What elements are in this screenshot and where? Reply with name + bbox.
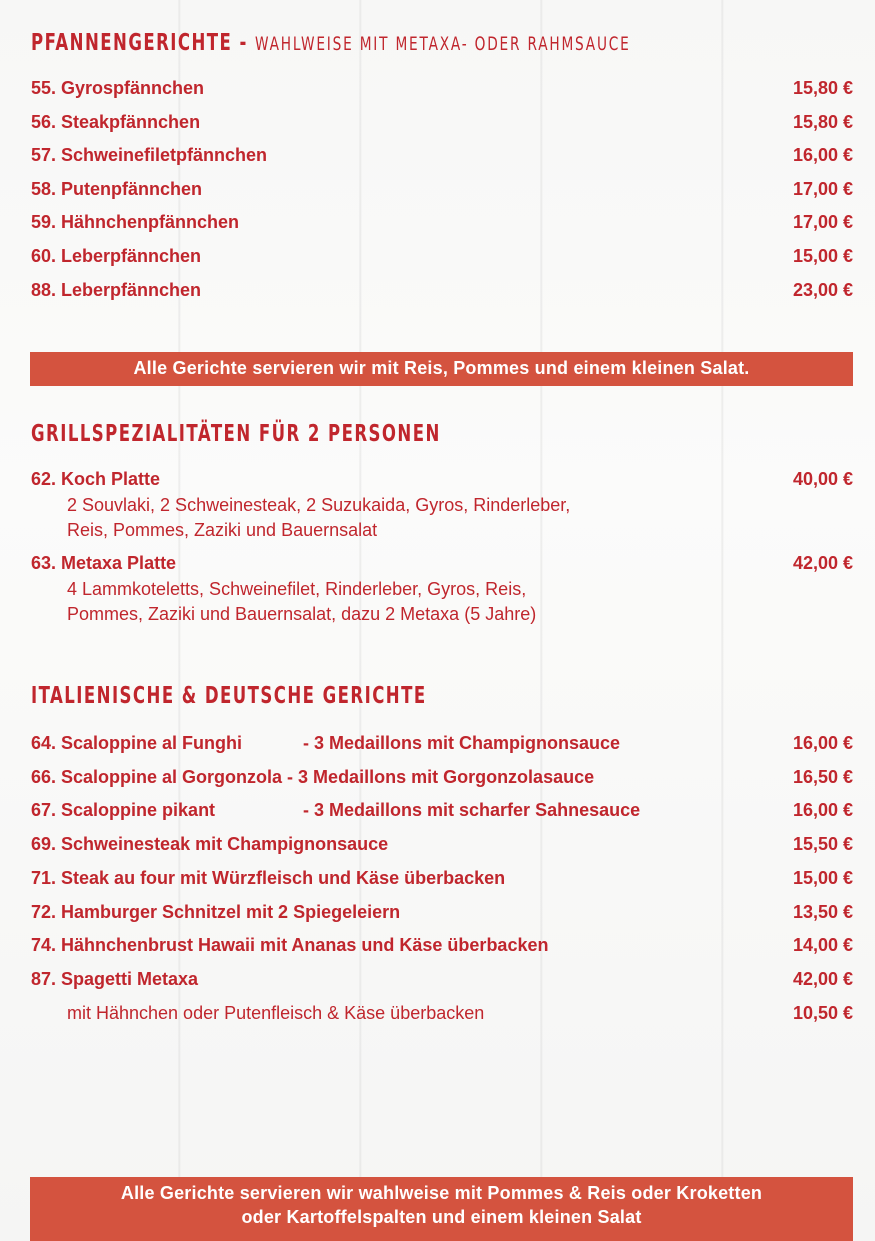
- item-description: 4 Lammkoteletts, Schweinefilet, Rinderleber, Gyros, Reis,: [67, 579, 527, 599]
- item-description: Reis, Pommes, Zaziki und Bauernsalat: [67, 520, 378, 540]
- menu-item: [31, 179, 853, 201]
- section-subtitle: WAHLWEISE MIT METAXA- ODER RAHMSAUCE: [255, 33, 631, 55]
- item-price: 15,50 €: [792, 834, 853, 854]
- item-price: 15,80 €: [792, 112, 853, 132]
- item-price: 16,00 €: [792, 733, 853, 753]
- item-name: 58. Putenpfännchen: [31, 179, 203, 199]
- item-price: 17,00 €: [792, 179, 853, 199]
- item-price: 10,50 €: [792, 1003, 853, 1023]
- menu-item: [31, 800, 853, 822]
- item-name: 59. Hähnchenpfännchen: [31, 212, 240, 232]
- item-name: 62. Koch Platte: [31, 469, 161, 489]
- item-description: 2 Souvlaki, 2 Schweinesteak, 2 Suzukaida, Gyros, Rinderleber,: [67, 495, 571, 515]
- banner-text-line: Alle Gerichte servieren wir wahlweise mit Pommes & Reis oder Kroketten: [120, 1183, 763, 1203]
- item-name: 71. Steak au four mit Würzfleisch und Käse überbacken: [31, 868, 506, 888]
- item-name: 88. Leberpfännchen: [31, 280, 202, 300]
- item-name: 72. Hamburger Schnitzel mit 2 Spiegeleiern: [31, 902, 401, 922]
- item-name: 60. Leberpfännchen: [31, 246, 202, 266]
- item-price: 42,00 €: [792, 969, 853, 989]
- item-price: 16,50 €: [792, 767, 853, 787]
- item-name: 69. Schweinesteak mit Champignonsauce: [31, 834, 389, 854]
- menu-item: [31, 767, 853, 789]
- item-price: 13,50 €: [792, 902, 853, 922]
- item-price: 17,00 €: [792, 212, 853, 232]
- item-name: 87. Spagetti Metaxa: [31, 969, 199, 989]
- menu-item: [31, 469, 853, 491]
- item-name: 57. Schweinefiletpfännchen: [31, 145, 268, 165]
- banner-text-line: oder Kartoffelspalten und einem kleinen Salat: [241, 1207, 642, 1227]
- info-banner: [30, 352, 853, 386]
- menu-item-extra: [31, 1003, 853, 1025]
- section-title: ITALIENISCHE & DEUTSCHE GERICHTE: [31, 683, 427, 709]
- item-price: 15,80 €: [792, 78, 853, 98]
- menu-item: [31, 868, 853, 890]
- menu-item: [31, 112, 853, 134]
- item-price: 16,00 €: [792, 145, 853, 165]
- item-price: 16,00 €: [792, 800, 853, 820]
- menu-item: [31, 969, 853, 991]
- section-heading-grillspezialitaeten: [31, 421, 441, 447]
- item-description: Pommes, Zaziki und Bauernsalat, dazu 2 Metaxa (5 Jahre): [67, 604, 537, 624]
- item-name: 66. Scaloppine al Gorgonzola - 3 Medaillons mit Gorgonzolasauce: [31, 767, 595, 787]
- item-subtitle: - 3 Medaillons mit Champignonsauce: [303, 733, 621, 753]
- item-description: mit Hähnchen oder Putenfleisch & Käse überbacken: [67, 1003, 485, 1023]
- item-name: 56. Steakpfännchen: [31, 112, 201, 132]
- menu-item: [31, 145, 853, 167]
- item-price: 14,00 €: [792, 935, 853, 955]
- item-price: 40,00 €: [792, 469, 853, 489]
- menu-item: [31, 553, 853, 575]
- item-name: 64. Scaloppine al Funghi: [31, 733, 243, 753]
- section-heading-italienische-deutsche: [31, 683, 427, 709]
- section-title: GRILLSPEZIALITÄTEN FÜR 2 PERSONEN: [31, 421, 441, 447]
- menu-item: [31, 935, 853, 957]
- menu-item: [31, 78, 853, 100]
- section-title: PFANNENGERICHTE -: [31, 30, 248, 56]
- item-name: 55. Gyrospfännchen: [31, 78, 205, 98]
- item-name: 63. Metaxa Platte: [31, 553, 177, 573]
- item-price: 15,00 €: [792, 868, 853, 888]
- info-banner: [30, 1177, 853, 1241]
- menu-item: [31, 246, 853, 268]
- item-price: 15,00 €: [792, 246, 853, 266]
- item-name: 74. Hähnchenbrust Hawaii mit Ananas und Käse überbacken: [31, 935, 549, 955]
- menu-item: [31, 902, 853, 924]
- menu-item: [31, 280, 853, 302]
- banner-text: Alle Gerichte servieren wir mit Reis, Pommes und einem kleinen Salat.: [133, 358, 750, 378]
- menu-item: [31, 733, 853, 755]
- item-name: 67. Scaloppine pikant: [31, 800, 216, 820]
- section-heading-pfannengerichte: [31, 30, 631, 56]
- item-price: 42,00 €: [792, 553, 853, 573]
- menu-item: [31, 834, 853, 856]
- menu-item: [31, 212, 853, 234]
- item-subtitle: - 3 Medaillons mit scharfer Sahnesauce: [303, 800, 641, 820]
- item-price: 23,00 €: [792, 280, 853, 300]
